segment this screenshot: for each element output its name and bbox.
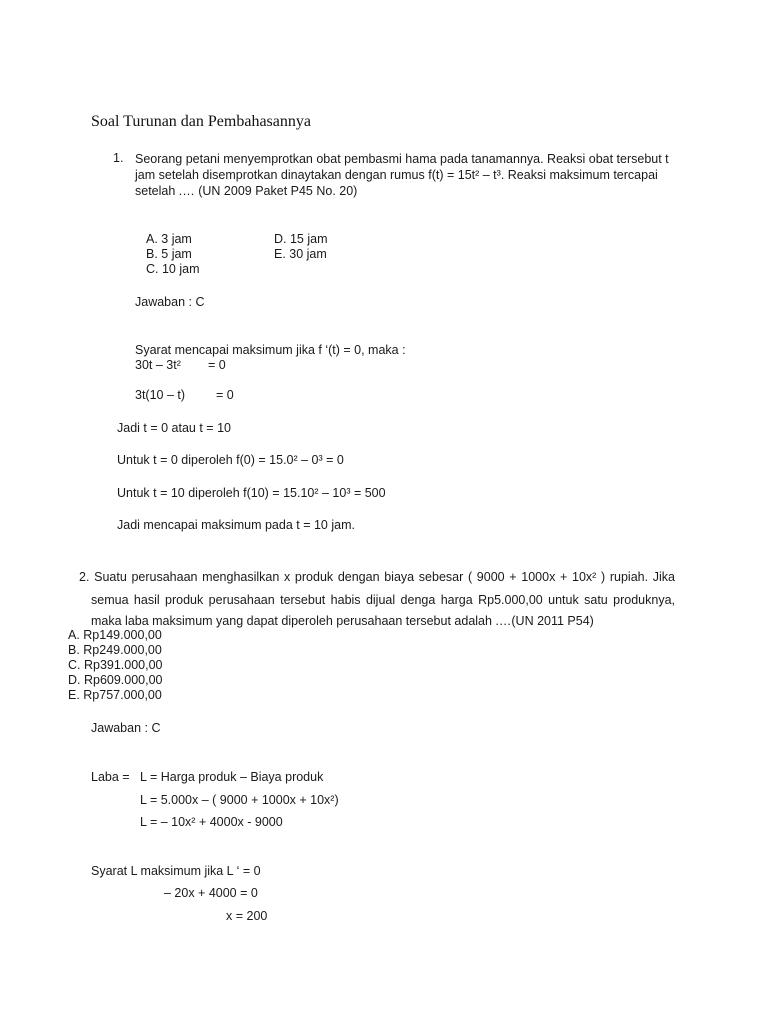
equation-left: 30t – 3t²: [135, 358, 181, 372]
solution-step: Jadi t = 0 atau t = 10: [117, 421, 231, 435]
option-c: C. 10 jam: [146, 262, 200, 276]
equation-left: 3t(10 – t): [135, 388, 186, 402]
equation-line: – 20x + 4000 = 0: [164, 886, 258, 900]
equation-line: L = – 10x² + 4000x - 9000: [140, 815, 283, 829]
answer-label: Jawaban : C: [135, 295, 205, 309]
question-text-line: jam setelah disemprotkan dinaytakan dengan rumus f(t) = 15t² – t³. Reaksi maksimum tercapai: [135, 168, 658, 182]
solution-step: Untuk t = 0 diperoleh f(0) = 15.0² – 0³ = 0: [117, 453, 344, 467]
option-d: D. Rp609.000,00: [68, 673, 163, 687]
equation-right: = 0: [208, 358, 226, 372]
document-title: Soal Turunan dan Pembahasannya: [91, 113, 311, 130]
question-text-line: 2. Suatu perusahaan menghasilkan x produk dengan biaya sebesar ( 9000 + 1000x + 10x² ) rupiah. Jika: [79, 570, 675, 584]
option-e: E. Rp757.000,00: [68, 688, 162, 702]
option-c: C. Rp391.000,00: [68, 658, 163, 672]
question-text: [79, 566, 675, 589]
laba-definition: L = Harga produk – Biaya produk: [140, 770, 324, 784]
option-d: D. 15 jam: [274, 232, 328, 246]
equation-line: x = 200: [226, 909, 268, 923]
solution-step: Untuk t = 10 diperoleh f(10) = 15.10² – 10³ = 500: [117, 486, 386, 500]
option-a: A. Rp149.000,00: [68, 628, 162, 642]
option-b: B. Rp249.000,00: [68, 643, 162, 657]
option-a: A. 3 jam: [146, 232, 192, 246]
option-b: B. 5 jam: [146, 247, 192, 261]
laba-label: Laba =: [91, 770, 130, 784]
equation-line: L = 5.000x – ( 9000 + 1000x + 10x²): [140, 793, 339, 807]
question-text-line: maka laba maksimum yang dapat diperoleh perusahaan tersebut adalah .…(UN 2011 P54): [91, 614, 594, 628]
question-text: [135, 151, 669, 199]
question-number: 1.: [113, 151, 124, 165]
question-text-line: Seorang petani menyemprotkan obat pembasmi hama pada tanamannya. Reaksi obat tersebut t: [135, 152, 669, 166]
solution-conclusion: Jadi mencapai maksimum pada t = 10 jam.: [117, 518, 355, 532]
equation-right: = 0: [216, 388, 234, 402]
solution-condition: Syarat L maksimum jika L ‘ = 0: [91, 864, 261, 878]
question-text: [91, 589, 675, 612]
answer-label: Jawaban : C: [91, 721, 161, 735]
solution-condition: Syarat mencapai maksimum jika f ‘(t) = 0, maka :: [135, 343, 406, 357]
option-e: E. 30 jam: [274, 247, 327, 261]
question-text-line: setelah .… (UN 2009 Paket P45 No. 20): [135, 184, 358, 198]
question-text-line: semua hasil produk perusahaan tersebut habis dijual denga harga Rp5.000,00 untuk satu produknya,: [91, 593, 675, 607]
